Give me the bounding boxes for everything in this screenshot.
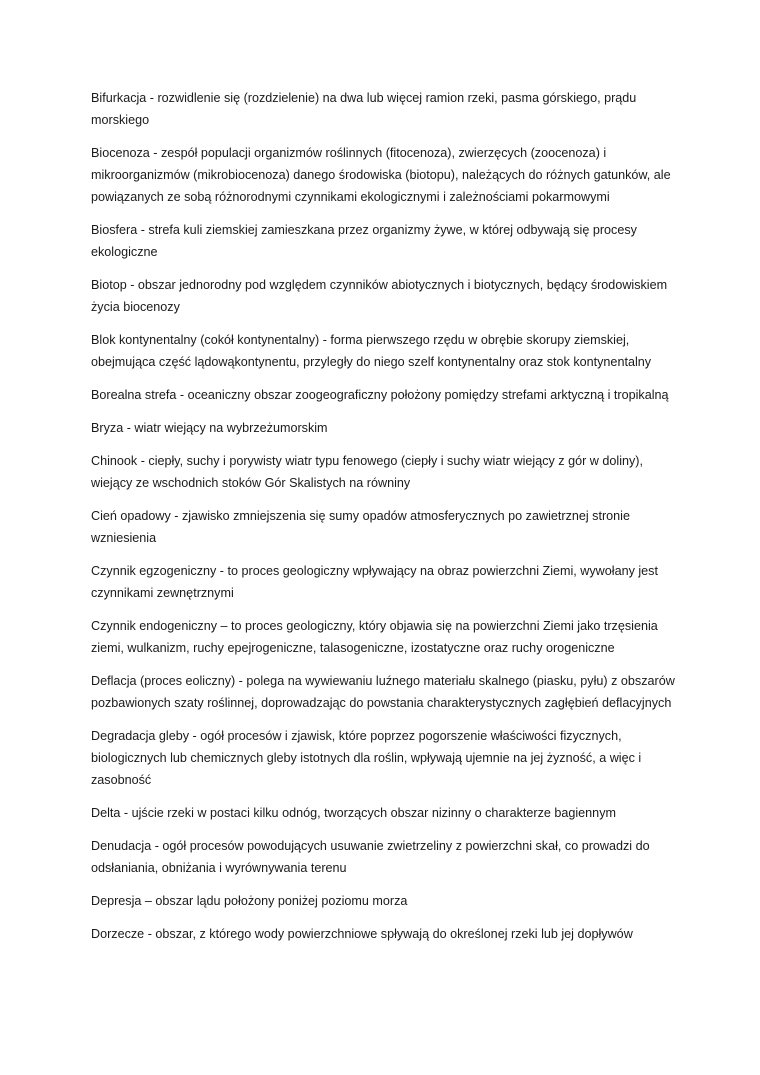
glossary-entry-czynnik-endogeniczny: Czynnik endogeniczny – to proces geologiczny, który objawia się na powierzchni Ziemi jako trzęsienia ziemi, wulkanizm, ruchy epejrogeniczne, talasogeniczne, izostatyczne oraz ruchy orogeniczne xyxy=(91,619,658,655)
glossary-entry-bryza: Bryza - wiatr wiejący na wybrzeżumorskim xyxy=(91,421,328,435)
glossary-entry-czynnik-egzogeniczny: Czynnik egzogeniczny - to proces geologiczny wpływający na obraz powierzchni Ziemi, wywołany jest czynnikami zewnętrznymi xyxy=(91,564,658,600)
glossary-entry-degradacja-gleby: Degradacja gleby - ogół procesów i zjawisk, które poprzez pogorszenie właściwości fizycznych, biologicznych lub chemicznych gleby istotnych dla roślin, wpływają ujemnie na jej żyzność, a więc i zasobność xyxy=(91,729,642,787)
glossary-entry-denudacja: Denudacja - ogół procesów powodujących usuwanie zwietrzeliny z powierzchni skał, co prowadzi do odsłaniania, obniżania i wyrównywania terenu xyxy=(91,839,650,875)
glossary-entry-chinook: Chinook - ciepły, suchy i porywisty wiatr typu fenowego (ciepły i suchy wiatr wiejący z gór w doliny), wiejący ze wschodnich stoków Gór Skalistych na równiny xyxy=(91,454,643,490)
glossary-entry-biotop: Biotop - obszar jednorodny pod względem czynników abiotycznych i biotycznych, będący środowiskiem życia biocenozy xyxy=(91,278,668,314)
glossary-entry-blok-kontynentalny: Blok kontynentalny (cokół kontynentalny) - forma pierwszego rzędu w obrębie skorupy ziemskiej, obejmująca część lądowąkontynentu, przyległy do niego szelf kontynentalny oraz stok kontynentalny xyxy=(91,333,652,369)
glossary-entry-cien-opadowy: Cień opadowy - zjawisko zmniejszenia się sumy opadów atmosferycznych po zawietrznej stronie wzniesienia xyxy=(91,509,630,545)
glossary-entry-bifurkacja: Bifurkacja - rozwidlenie się (rozdzielenie) na dwa lub więcej ramion rzeki, pasma górskiego, prądu morskiego xyxy=(91,91,637,127)
glossary-entry-deflacja: Deflacja (proces eoliczny) - polega na wywiewaniu luźnego materiału skalnego (piasku, pyłu) z obszarów pozbawionych szaty roślinnej, doprowadzając do powstania charakterystycznych zagłębień deflacyjnych xyxy=(91,674,675,710)
glossary-entry-delta: Delta - ujście rzeki w postaci kilku odnóg, tworzących obszar nizinny o charakterze bagiennym xyxy=(91,806,616,820)
glossary-entry-biocenoza: Biocenoza - zespół populacji organizmów roślinnych (fitocenoza), zwierzęcych (zoocenoza) i mikroorganizmów (mikrobiocenoza) danego środowiska (biotopu), należących do różnych gatunków, ale powiązanych ze sobą różnorodnymi czynnikami ekologicznymi i zależnościami pokarmowymi xyxy=(91,146,671,204)
glossary-entry-biosfera: Biosfera - strefa kuli ziemskiej zamieszkana przez organizmy żywe, w której odbywają się procesy ekologiczne xyxy=(91,223,637,259)
glossary-entry-depresja: Depresja – obszar lądu położony poniżej poziomu morza xyxy=(91,894,408,908)
document-page xyxy=(91,87,683,956)
glossary-entry-dorzecze: Dorzecze - obszar, z którego wody powierzchniowe spływają do określonej rzeki lub jej dopływów xyxy=(91,927,633,941)
glossary-entry-borealna-strefa: Borealna strefa - oceaniczny obszar zoogeograficzny położony pomiędzy strefami arktyczną i tropikalną xyxy=(91,388,669,402)
